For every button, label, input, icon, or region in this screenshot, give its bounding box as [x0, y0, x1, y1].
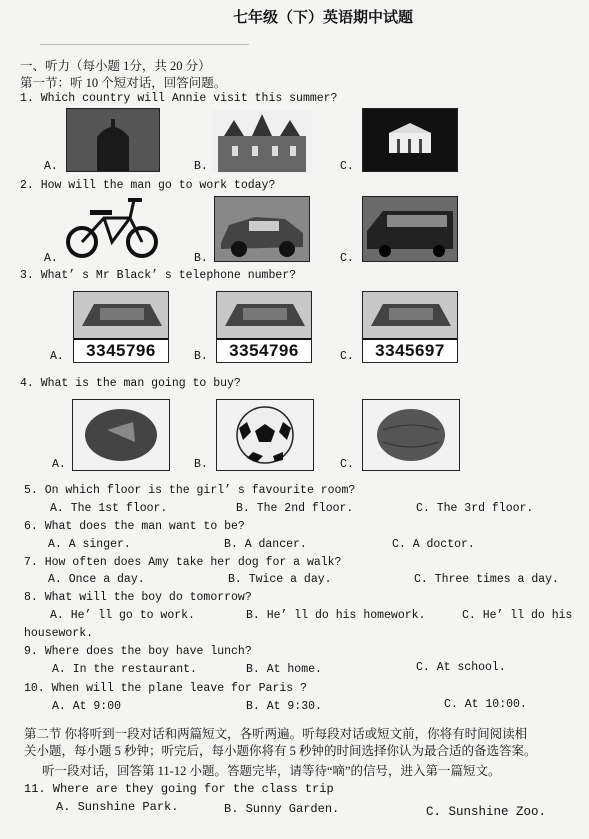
- q6-option-c: C. A doctor.: [392, 538, 475, 551]
- q2-option-b-label: B.: [194, 252, 208, 265]
- q1-option-a-label: A.: [44, 160, 58, 173]
- q4-option-b-label: B.: [194, 458, 208, 471]
- q6-option-a: A. A singer.: [48, 538, 131, 551]
- q3-option-c-image: [362, 291, 458, 363]
- q7-option-c: C. Three times a day.: [414, 573, 559, 586]
- q1-option-a-image: [66, 108, 160, 172]
- q8-option-b: B. He’ ll do his homework.: [246, 609, 426, 622]
- section2-line3: 听一段对话，回答第 11-12 小题。答题完毕，请等待“嘀”的信号，进入第一篇短文。: [42, 764, 501, 778]
- question-1: 1. Which country will Annie visit this summer?: [20, 92, 338, 105]
- q4-option-a-label: A.: [52, 458, 66, 471]
- question-11: 11. Where are they going for the class trip: [24, 782, 334, 796]
- q2-option-a-image: [64, 196, 160, 262]
- q1-option-b-label: B.: [194, 160, 208, 173]
- q7-option-b: B. Twice a day.: [228, 573, 332, 586]
- question-2: 2. How will the man go to work today?: [20, 179, 276, 192]
- q2-option-c-image: [362, 196, 458, 262]
- question-10: 10. When will the plane leave for Paris ?: [24, 682, 307, 695]
- q11-option-a: A. Sunshine Park.: [56, 800, 179, 814]
- q4-option-c-label: C.: [340, 458, 354, 471]
- q5-option-a: A. The 1st floor.: [50, 502, 168, 515]
- q3-option-c-number: 3345697: [363, 338, 457, 362]
- q2-option-c-label: C.: [340, 252, 354, 265]
- section1-heading: 一、听力（每小题 1分，共 20 分）: [20, 59, 211, 73]
- q1-option-c-image: [362, 108, 458, 172]
- question-3: 3. What’ s Mr Black’ s telephone number?: [20, 269, 297, 282]
- q5-option-b: B. The 2nd floor.: [236, 502, 354, 515]
- q9-option-b: B. At home.: [246, 663, 322, 676]
- q6-option-b: B. A dancer.: [224, 538, 307, 551]
- q5-option-c: C. The 3rd floor.: [416, 502, 534, 515]
- q11-option-b: B. Sunny Garden.: [224, 802, 340, 816]
- q9-option-c: C. At school.: [416, 661, 506, 674]
- q2-option-a-label: A.: [44, 252, 58, 265]
- section2-line2: 关小题，每小题 5 秒钟；听完后，每小题你将有 5 秒钟的时间选择你认为最合适的备选答案。: [24, 744, 537, 758]
- question-8: 8. What will the boy do tomorrow?: [24, 591, 252, 604]
- q8-option-a: A. He’ ll go to work.: [50, 609, 195, 622]
- page-title: 七年级（下）英语期中试题: [233, 10, 414, 26]
- q10-option-b: B. At 9:30.: [246, 700, 322, 713]
- question-6: 6. What does the man want to be?: [24, 520, 245, 533]
- question-7: 7. How often does Amy take her dog for a walk?: [24, 556, 342, 569]
- q3-option-a-label: A.: [50, 350, 64, 363]
- q10-option-c: C. At 10:00.: [444, 698, 527, 711]
- scan-mark: [40, 44, 249, 45]
- q3-option-a-image: [73, 291, 169, 363]
- q9-option-a: A. In the restaurant.: [52, 663, 197, 676]
- q7-option-a: A. Once a day.: [48, 573, 145, 586]
- q4-option-c-image: [362, 399, 460, 471]
- q4-option-b-image: [216, 399, 314, 471]
- question-4: 4. What is the man going to buy?: [20, 377, 241, 390]
- q3-option-a-number: 3345796: [74, 338, 168, 362]
- q11-option-c: C. Sunshine Zoo.: [426, 805, 547, 819]
- section1-instructions: 第一节：听 10 个短对话，回答问题。: [20, 76, 227, 90]
- question-9: 9. Where does the boy have lunch?: [24, 645, 252, 658]
- section2-line1: 第二节 你将听到一段对话和两篇短文，各听两遍。听每段对话或短文前，你将有时间阅读相: [24, 727, 528, 741]
- q1-option-b-image: [212, 110, 312, 174]
- q8-option-c-continued: housework.: [24, 627, 94, 640]
- q4-option-a-image: [72, 399, 170, 471]
- q3-option-b-image: [216, 291, 312, 363]
- q2-option-b-image: [214, 196, 310, 262]
- question-5: 5. On which floor is the girl’ s favourite room?: [24, 484, 356, 497]
- q8-option-c: C. He’ ll do his: [462, 609, 573, 622]
- q3-option-b-number: 3354796: [217, 338, 311, 362]
- q10-option-a: A. At 9:00: [52, 700, 122, 713]
- q3-option-c-label: C.: [340, 350, 354, 363]
- q1-option-c-label: C.: [340, 160, 354, 173]
- q3-option-b-label: B.: [194, 350, 208, 363]
